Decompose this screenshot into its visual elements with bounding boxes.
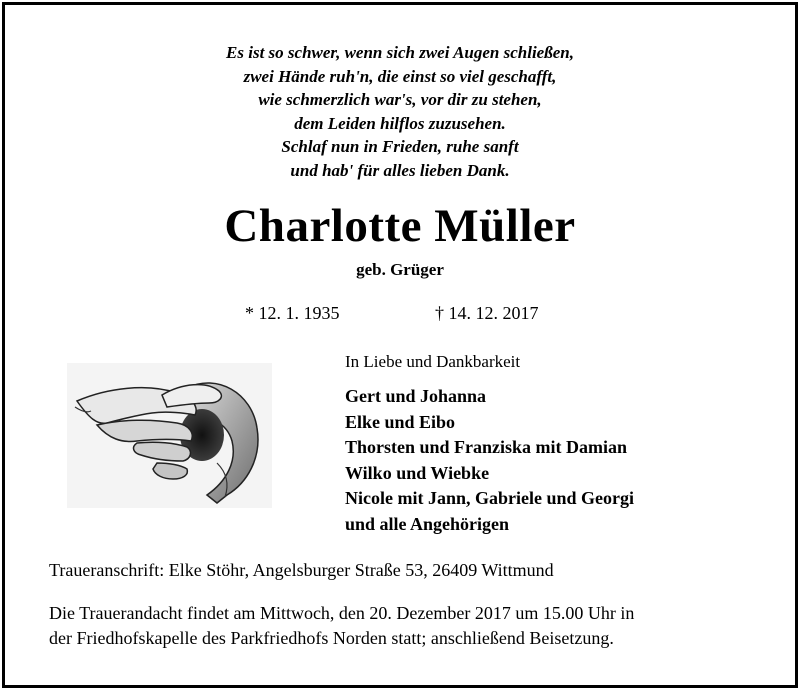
holding-hands-illustration bbox=[67, 363, 272, 508]
birth-date: * 12. 1. 1935 bbox=[245, 303, 340, 323]
mourning-address: Traueranschrift: Elke Stöhr, Angelsburger Straße 53, 26409 Wittmund bbox=[49, 560, 554, 580]
poem-line: zwei Hände ruh'n, die einst so viel geschafft, bbox=[243, 66, 557, 86]
poem bbox=[5, 41, 795, 182]
service-line: Die Trauerandacht findet am Mittwoch, den 20. Dezember 2017 um 15.00 Uhr in bbox=[49, 603, 635, 623]
obituary-notice bbox=[2, 2, 798, 688]
mourner: Elke und Eibo bbox=[345, 411, 456, 432]
poem-line: dem Leiden hilflos zuzusehen. bbox=[294, 113, 506, 133]
mourner: Nicole mit Jann, Gabriele und Georgi bbox=[345, 488, 634, 508]
poem-line: Es ist so schwer, wenn sich zwei Augen schließen, bbox=[226, 43, 574, 62]
poem-line: und hab' für alles lieben Dank. bbox=[290, 160, 510, 180]
service-info bbox=[49, 601, 769, 651]
birth-name: geb. Grüger bbox=[356, 260, 444, 279]
mourner: Gert und Johanna bbox=[345, 386, 487, 406]
mourner: und alle Angehörigen bbox=[345, 513, 510, 534]
poem-line: Schlaf nun in Frieden, ruhe sanft bbox=[281, 137, 519, 156]
dedication: In Liebe und Dankbarkeit bbox=[345, 352, 521, 371]
mourner: Thorsten und Franziska mit Damian bbox=[345, 437, 628, 457]
mourners-list bbox=[345, 384, 634, 537]
poem-line: wie schmerzlich war's, vor dir zu stehen, bbox=[258, 90, 542, 109]
mourner: Wilko und Wiebke bbox=[345, 462, 490, 483]
service-line: der Friedhofskapelle des Parkfriedhofs Norden statt; anschließend Beisetzung. bbox=[49, 628, 614, 648]
death-date: † 14. 12. 2017 bbox=[435, 303, 539, 323]
deceased-name: Charlotte Müller bbox=[224, 200, 576, 252]
